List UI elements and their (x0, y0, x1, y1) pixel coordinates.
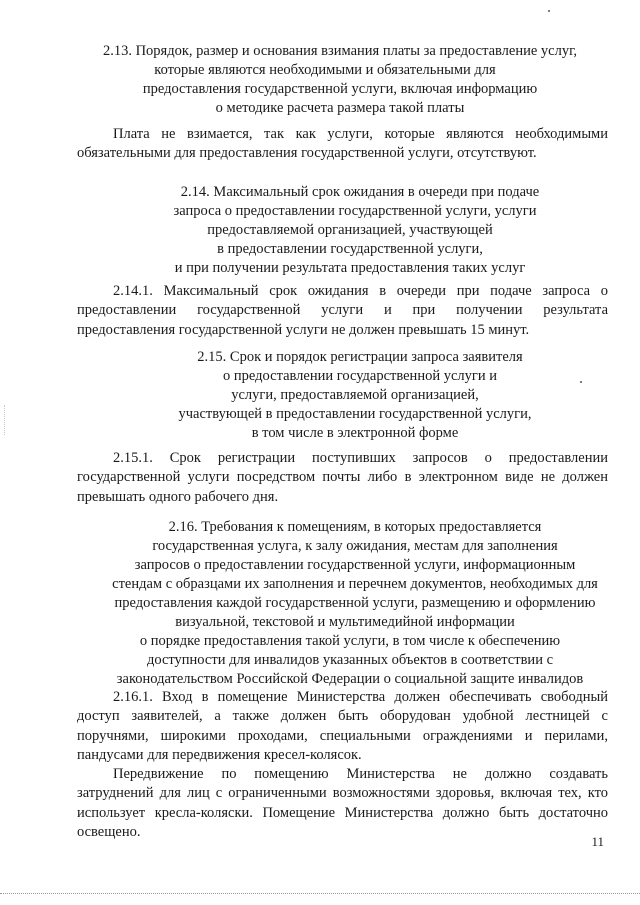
paragraph-line: 2.15.1. Срок регистрации поступивших запросов о предоставлении (113, 450, 608, 466)
heading-line: запроса о предоставлении государственной услуги, услуги (173, 203, 537, 219)
heading-line: предоставления государственной услуги, включая информацию (142, 81, 538, 97)
paragraph-line: предоставлении государственной услуги и при получении результата (77, 302, 608, 319)
heading-line: 2.16. Требования к помещениям, в которых предоставляется (168, 519, 542, 535)
heading-line: и при получении результата предоставления таких услуг (174, 260, 526, 276)
heading-line: в том числе в электронной форме (251, 425, 459, 441)
heading-line: стендам с образцами их заполнения и перечнем документов, необходимых для (112, 576, 598, 592)
paragraph-line: пандусами для передвижения кресел-колясок. (77, 746, 362, 763)
scan-speck (548, 10, 550, 12)
paragraph-line: освещено. (77, 823, 141, 840)
section-2-15-heading (0, 348, 640, 443)
heading-line: визуальной, текстовой и мультимедийной информации (175, 614, 515, 630)
page-bottom-edge (0, 893, 640, 894)
paragraph-line: доступ заявителей, а также должен быть оборудован удобной лестницей с (77, 708, 608, 725)
section-2-13-paragraph (77, 125, 608, 164)
heading-line: предоставления каждой государственной услуги, размещению и оформлению (114, 595, 596, 611)
paragraph-line: превышать одного рабочего дня. (77, 488, 279, 505)
heading-line: о предоставлении государственной услуги и (223, 368, 497, 384)
section-2-16-1-paragraph (77, 688, 608, 765)
heading-line: государственная услуга, к залу ожидания, местам для заполнения (152, 538, 558, 554)
heading-line: в предоставлении государственной услуги, (217, 241, 483, 257)
heading-line: предоставляемой организацией, участвующей (207, 222, 493, 238)
section-2-16-heading (0, 518, 640, 689)
paragraph-line: предоставления государственной услуги не должен превышать 15 минут. (77, 321, 530, 338)
heading-line: о порядке предоставления такой услуги, в том числе к обеспечению (139, 633, 561, 649)
paragraph-line: поручнями, широкими проходами, специальными ограждениями и перилами, (77, 727, 608, 744)
paragraph-line: Передвижение по помещению Министерства не должно создавать (113, 766, 608, 782)
heading-line: законодательством Российской Федерации о социальной защите инвалидов (116, 671, 584, 687)
heading-line: 2.14. Максимальный срок ожидания в очереди при подаче (180, 184, 540, 200)
paragraph-line: Плата не взимается, так как услуги, которые являются необходимыми (113, 126, 608, 142)
section-2-15-1-paragraph (77, 449, 608, 507)
section-2-14-heading (0, 183, 640, 278)
paragraph-line: 2.14.1. Максимальный срок ожидания в очереди при подаче запроса о (113, 283, 608, 299)
heading-line: услуги, предоставляемой организацией, (231, 387, 479, 403)
scan-edge-mark (4, 405, 7, 435)
paragraph-line: затруднений для лиц с ограниченными возможностями здоровья, включая тех, кто (77, 785, 608, 802)
heading-line: 2.15. Срок и порядок регистрации запроса заявителя (197, 349, 523, 365)
section-2-16-1-paragraph-2 (77, 765, 608, 842)
scan-speck (580, 381, 582, 383)
heading-line: запросов о предоставлении государственной услуги, информационным (134, 557, 576, 573)
heading-line: доступности для инвалидов указанных объектов в соответствии с (146, 652, 554, 668)
section-2-13-heading (0, 42, 640, 118)
section-2-14-1-paragraph (77, 282, 608, 340)
heading-line: участвующей в предоставлении государственной услуги, (178, 406, 532, 422)
heading-line: о методике расчета размера такой платы (215, 100, 465, 116)
heading-line: 2.13. Порядок, размер и основания взимания платы за предоставление услуг, (102, 43, 578, 59)
paragraph-line: обязательными для предоставления государственной услуги, отсутствуют. (77, 145, 537, 162)
paragraph-line: 2.16.1. Вход в помещение Министерства должен обеспечивать свободный (113, 689, 608, 705)
paragraph-line: использует кресла-коляски. Помещение Министерства должно быть достаточно (77, 804, 608, 821)
paragraph-line: государственной услуги посредством почты либо в электронном виде не должен (77, 469, 608, 486)
page-number: 11 (591, 834, 604, 849)
heading-line: которые являются необходимыми и обязательными для (154, 62, 496, 78)
